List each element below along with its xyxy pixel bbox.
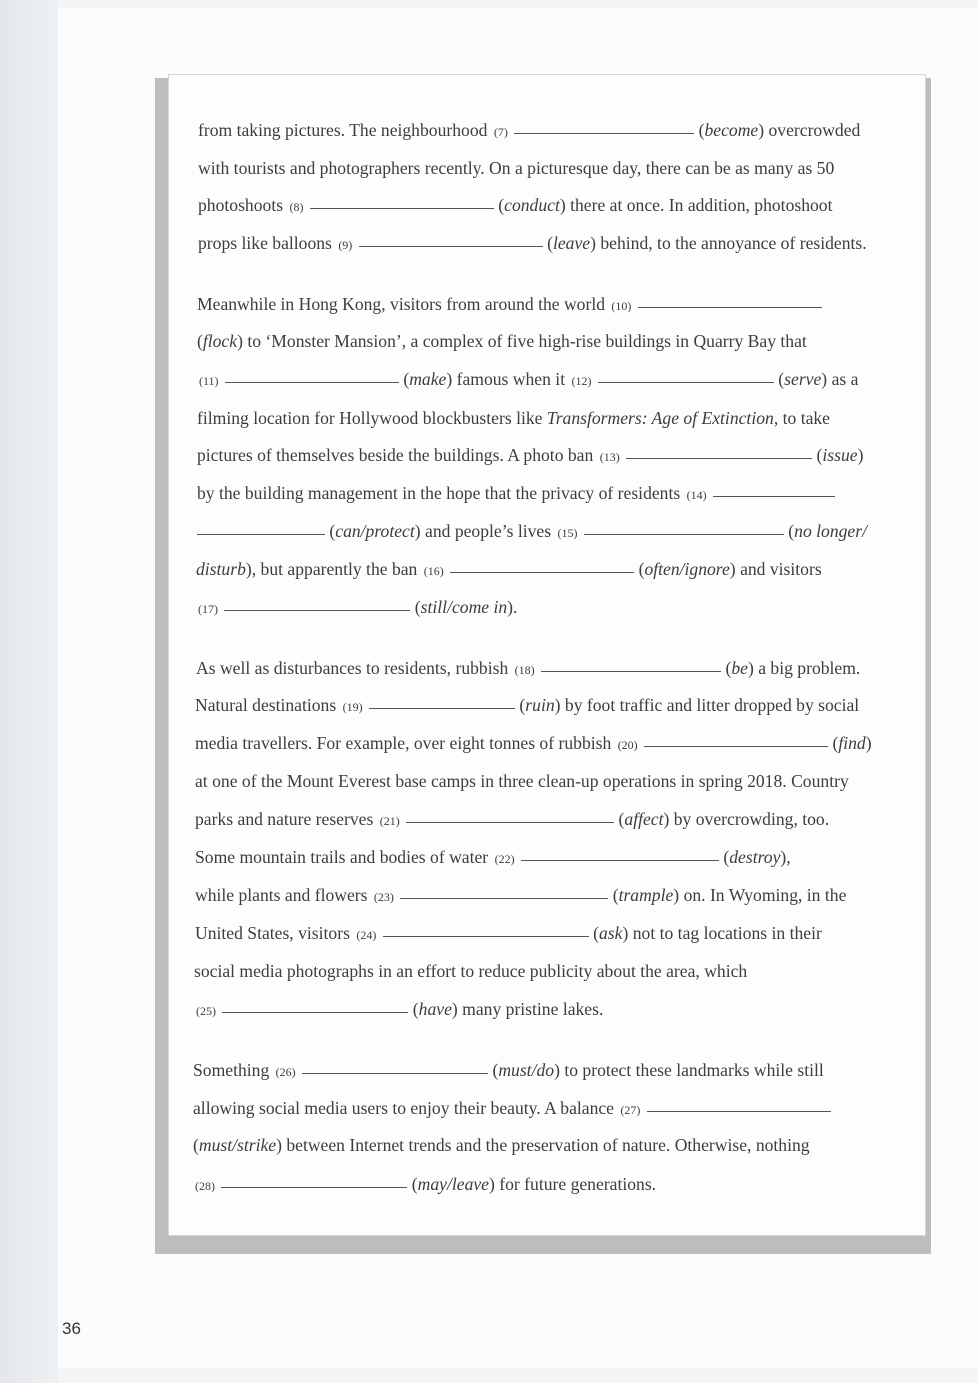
verb-hint: often/ignore (644, 559, 730, 579)
verb-hint: serve (784, 369, 822, 389)
verb-hint: trample (618, 885, 674, 905)
line-text: filming location for Hollywood blockbusters like (197, 408, 543, 428)
verb-hint: must/do (498, 1060, 555, 1080)
blank-number: (25) (196, 1004, 216, 1018)
blank-number: (28) (195, 1179, 215, 1193)
text-line: (can/protect) and people’s lives (15) (no longer/ (197, 520, 867, 544)
answer-blank-19[interactable] (369, 708, 515, 709)
line-text: at one of the Mount Everest base camps in three clean-up operations in spring 2018. Country (195, 771, 849, 791)
text-line: parks and nature reserves (21) (affect) by overcrowding, too. (195, 809, 830, 829)
line-text: , (786, 847, 791, 867)
text-line: props like balloons (9) (leave) behind, to the annoyance of residents. (198, 233, 867, 253)
line-text: by the building management in the hope that the privacy of residents (197, 483, 681, 503)
text-line: (28) (may/leave) for future generations. (195, 1174, 657, 1194)
blank-number: (10) (611, 299, 632, 313)
verb-hint: find (838, 733, 866, 753)
text-line: (flock) to ‘Monster Mansion’, a complex of five high-rise buildings in Quarry Bay that (197, 331, 807, 351)
verb-hint: conduct (504, 195, 560, 215)
blank-number: (20) (617, 738, 638, 752)
text-line (195, 770, 849, 792)
text-line: (17) (still/come in). (198, 597, 518, 617)
text-line: (25) (have) many pristine lakes. (196, 999, 604, 1019)
line-text: with tourists and photographers recently. On a picturesque day, there can be as many as 50 (198, 158, 835, 178)
line-text: social media photographs in an effort to reduce publicity about the area, which (194, 961, 748, 981)
text-line: Some mountain trails and bodies of water (22) (destroy), (195, 847, 791, 867)
blank-number: (14) (686, 488, 707, 502)
blank-number: (8) (289, 200, 304, 214)
text-line (197, 482, 835, 506)
answer-blank-17[interactable] (224, 610, 410, 611)
line-text: media travellers. For example, over eight tonnes of rubbish (195, 733, 612, 753)
verb-hint: may/leave (417, 1174, 489, 1194)
scan-margin (0, 0, 58, 1383)
blank-number: (18) (514, 663, 535, 677)
answer-blank-11[interactable] (225, 382, 399, 383)
verb-hint: be (731, 658, 748, 678)
answer-blank-9[interactable] (359, 246, 543, 247)
text-line: Something (26) (must/do) to protect these landmarks while still (193, 1060, 824, 1080)
text-line: As well as disturbances to residents, rubbish (18) (be) a big problem. (196, 658, 861, 678)
line-text: Natural destinations (195, 695, 337, 715)
line-text: , but apparently the ban (251, 559, 418, 579)
line-text: and people’s lives (425, 521, 552, 541)
answer-blank-21[interactable] (406, 822, 614, 823)
text-line: (11) (make) famous when it (12) (serve) as a (199, 369, 859, 389)
line-text: between Internet trends and the preservation of nature. Otherwise, nothing (286, 1135, 810, 1155)
text-line (197, 293, 822, 317)
text-line: media travellers. For example, over eight tonnes of rubbish (20) (find) (195, 733, 872, 753)
verb-hint: become (704, 120, 759, 140)
verb-hint: affect (624, 809, 664, 829)
line-text: Some mountain trails and bodies of water (195, 847, 489, 867)
line-text: allowing social media users to enjoy their beauty. A balance (193, 1098, 614, 1118)
line-text: and visitors (740, 559, 822, 579)
line-text: to ‘Monster Mansion’, a complex of five high-rise buildings in Quarry Bay that (247, 331, 807, 351)
text-line: United States, visitors (24) (ask) not to tag locations in their (195, 923, 822, 943)
verb-hint: issue (822, 445, 858, 465)
blank-number: (15) (557, 526, 578, 540)
blank-number: (22) (494, 852, 515, 866)
answer-blank-10[interactable] (638, 307, 822, 308)
line-text: props like balloons (198, 233, 332, 253)
line-text: famous when it (456, 369, 566, 389)
answer-blank-24[interactable] (383, 936, 589, 937)
blank-number: (11) (199, 374, 219, 388)
verb-hint: must/strike (198, 1135, 277, 1155)
film-title: Transformers: Age of Extinction (546, 408, 774, 428)
line-text: by overcrowding, too. (673, 809, 830, 829)
line-text: not to tag locations in their (632, 923, 822, 943)
text-line (194, 960, 747, 982)
text-line: while plants and flowers (23) (trample) on. In Wyoming, in the (195, 885, 847, 905)
line-text: parks and nature reserves (195, 809, 374, 829)
verb-hint: still/come in (420, 597, 508, 617)
line-text: by foot traffic and litter dropped by social (564, 695, 860, 715)
blank-number: (13) (599, 450, 620, 464)
text-line: photoshoots (8) (conduct) there at once. In addition, photoshoot (198, 195, 833, 215)
answer-blank-16[interactable] (450, 572, 634, 573)
line-text: many pristine lakes. (462, 999, 604, 1019)
answer-blank-12[interactable] (598, 382, 774, 383)
page-number: 36 (62, 1319, 81, 1338)
answer-blank-25[interactable] (222, 1012, 408, 1013)
answer-blank-14b[interactable] (197, 534, 325, 535)
blank-number: (12) (571, 374, 592, 388)
verb-hint: ruin (525, 695, 555, 715)
text-line: disturb), but apparently the ban (16) (often/ignore) and visitors (196, 559, 822, 579)
verb-hint: make (409, 369, 447, 389)
answer-blank-20[interactable] (644, 746, 828, 747)
verb-hint: can/protect (335, 521, 415, 541)
line-text: from taking pictures. The neighbourhood (198, 120, 488, 140)
text-line: from taking pictures. The neighbourhood (7) (become) overcrowded (198, 120, 861, 140)
answer-blank-27[interactable] (647, 1111, 831, 1112)
blank-number: (21) (379, 814, 400, 828)
line-text: for future generations. (499, 1174, 657, 1194)
line-text: as a (831, 369, 859, 389)
line-text: to protect these landmarks while still (564, 1060, 824, 1080)
line-text: pictures of themselves beside the buildings. A photo ban (197, 445, 594, 465)
blank-number: (27) (620, 1103, 641, 1117)
line-text: United States, visitors (195, 923, 350, 943)
line-text: As well as disturbances to residents, rubbish (196, 658, 509, 678)
line-text: there at once. In addition, photoshoot (570, 195, 833, 215)
answer-blank-14a[interactable] (713, 496, 835, 497)
verb-hint: have (418, 999, 452, 1019)
answer-blank-15[interactable] (584, 534, 784, 535)
text-line (197, 407, 830, 429)
verb-hint: ask (599, 923, 623, 943)
answer-blank-28[interactable] (221, 1187, 407, 1188)
blank-number: (17) (198, 602, 218, 616)
blank-number: (23) (373, 890, 394, 904)
text-line (193, 1097, 831, 1121)
text-line: pictures of themselves beside the buildings. A photo ban (13) (issue) (197, 445, 864, 465)
answer-blank-22[interactable] (521, 860, 719, 861)
line-text: a big problem. (758, 658, 861, 678)
answer-blank-8[interactable] (310, 208, 494, 209)
blank-number: (16) (423, 564, 444, 578)
answer-blank-13[interactable] (626, 458, 812, 459)
blank-number: (24) (356, 928, 377, 942)
answer-blank-23[interactable] (400, 898, 608, 899)
blank-number: (26) (275, 1065, 296, 1079)
verb-hint: disturb (196, 559, 246, 579)
answer-blank-18[interactable] (541, 671, 721, 672)
text-line: Natural destinations (19) (ruin) by foot traffic and litter dropped by social (195, 695, 860, 715)
blank-number: (9) (338, 238, 353, 252)
verb-hint: destroy (729, 847, 781, 867)
line-text: Meanwhile in Hong Kong, visitors from around the world (197, 294, 606, 314)
text-line (198, 157, 834, 179)
blank-number: (19) (342, 700, 363, 714)
answer-blank-26[interactable] (302, 1073, 488, 1074)
line-text: , to take (773, 408, 830, 428)
line-text: photoshoots (198, 195, 284, 215)
line-text: . (513, 597, 518, 617)
line-text: while plants and flowers (195, 885, 368, 905)
blank-number: (7) (493, 125, 508, 139)
verb-hint: no longer/ (794, 521, 867, 541)
text-line: (must/strike) between Internet trends and the preservation of nature. Otherwise, nothing (193, 1135, 810, 1155)
line-text: on. In Wyoming, in the (683, 885, 847, 905)
answer-blank-7[interactable] (514, 133, 694, 134)
verb-hint: leave (552, 233, 591, 253)
line-text: overcrowded (768, 120, 861, 140)
line-text: behind, to the annoyance of residents. (600, 233, 867, 253)
line-text: Something (193, 1060, 270, 1080)
verb-hint: flock (202, 331, 238, 351)
